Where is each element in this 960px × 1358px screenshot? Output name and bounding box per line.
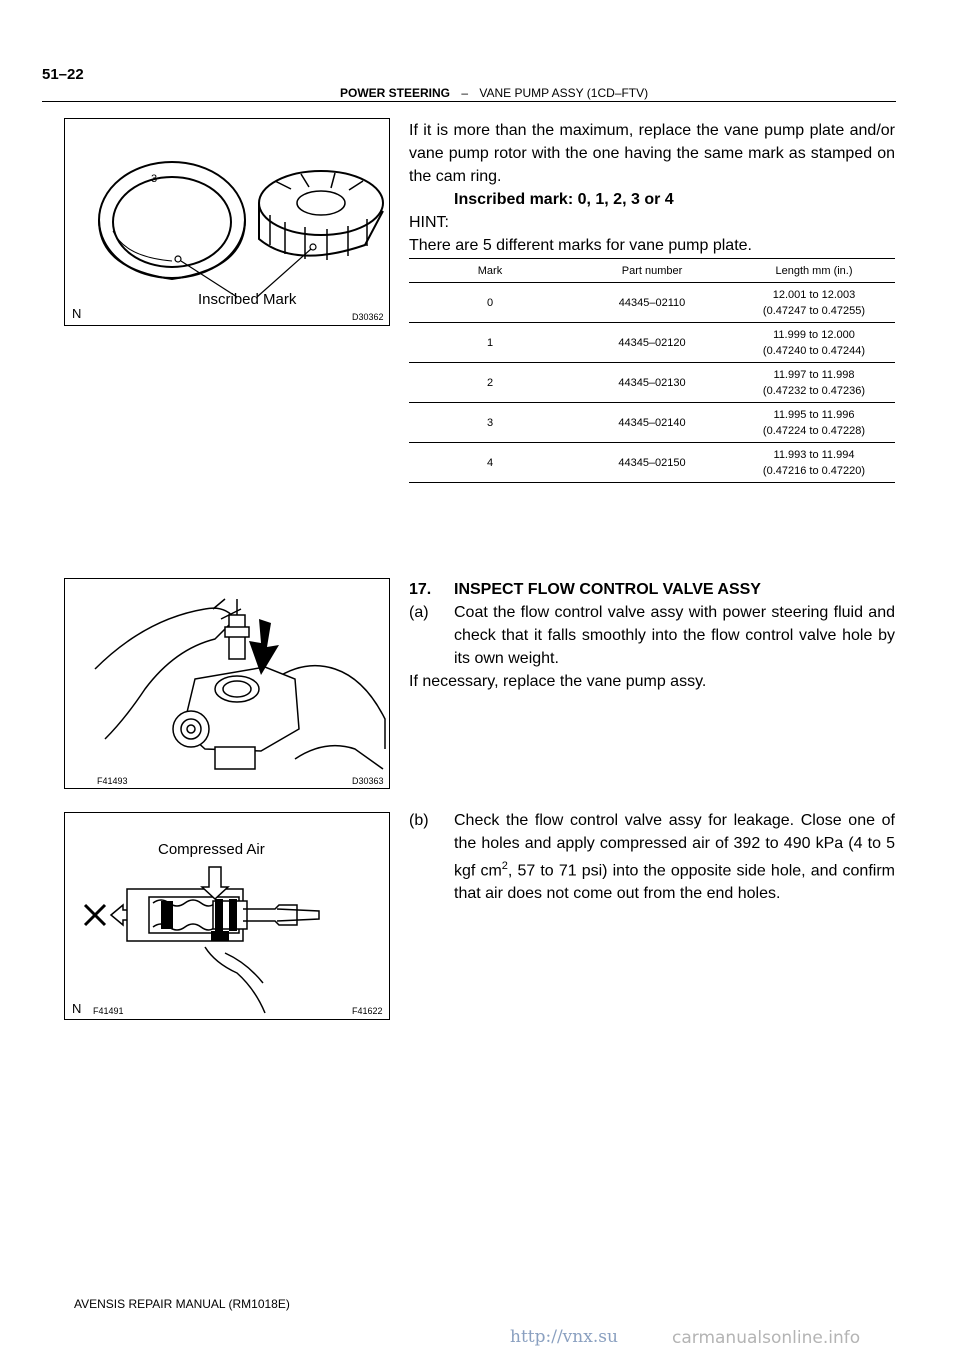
header-subsection: VANE PUMP ASSY (1CD–FTV) [479, 86, 649, 100]
figure-code-right: F41622 [352, 1006, 383, 1016]
step-a-note: If necessary, replace the vane pump assy. [409, 673, 707, 690]
length-mm: 11.999 to 12.000 [773, 328, 855, 341]
hint-text: There are 5 different marks for vane pump plate. [409, 237, 752, 254]
length-mm: 11.993 to 11.994 [773, 448, 855, 461]
length-in: (0.47232 to 0.47236) [762, 384, 866, 397]
step-17-title: INSPECT FLOW CONTROL VALVE ASSY [454, 581, 761, 598]
table-header-row [409, 259, 895, 283]
figure-cam-ring [64, 118, 390, 326]
column-header-length: Length mm (in.) [733, 259, 895, 283]
table-row [409, 443, 895, 483]
page-header [340, 86, 648, 100]
cell-part-number: 44345–02140 [571, 403, 733, 443]
table-row [409, 323, 895, 363]
cell-mark: 3 [409, 403, 571, 443]
step-b-label: (b) [409, 812, 429, 829]
flow-control-valve-insertion-illustration [65, 579, 389, 788]
figure-flow-control-valve [64, 578, 390, 789]
step-17-number: 17. [409, 581, 432, 598]
figure-n-mark: N [72, 306, 82, 321]
header-section: POWER STEERING [340, 86, 451, 100]
plate-intro-paragraph: If it is more than the maximum, replace the vane pump plate and/or vane pump rotor with the one having the same mark as stamped on the cam ring. [409, 122, 895, 185]
length-mm: 11.995 to 11.996 [773, 408, 855, 421]
cell-mark: 0 [409, 283, 571, 323]
length-mm: 12.001 to 12.003 [772, 288, 856, 301]
table-row [409, 403, 895, 443]
step-b-text [454, 809, 895, 905]
length-in: (0.47247 to 0.47255) [762, 304, 866, 317]
length-in: (0.47240 to 0.47244) [762, 344, 866, 357]
header-rule [42, 101, 896, 102]
figure-code-right: D30363 [352, 776, 384, 786]
figure-code-left: F41491 [93, 1006, 124, 1016]
step-a-label: (a) [409, 604, 429, 621]
column-header-mark: Mark [409, 259, 571, 283]
length-in: (0.47216 to 0.47220) [762, 464, 866, 477]
figure-label-inscribed-mark: Inscribed Mark [198, 291, 297, 308]
manual-footer: AVENSIS REPAIR MANUAL (RM1018E) [74, 1297, 290, 1311]
length-mm: 11.997 to 11.998 [773, 368, 855, 381]
cell-mark: 2 [409, 363, 571, 403]
inscribed-mark-spec: Inscribed mark: 0, 1, 2, 3 or 4 [454, 191, 674, 208]
vane-plate-marks-table [409, 258, 895, 483]
step-b-text-part-1: Check the flow control valve assy for leakage. Close one of the holes and apply compressed air of 392 to 490 kPa (4 to 5 kgf cm [454, 812, 895, 880]
cell-part-number: 44345–02150 [571, 443, 733, 483]
figure-label-compressed-air: Compressed Air [158, 841, 265, 858]
cell-mark: 4 [409, 443, 571, 483]
column-header-part-number: Part number [571, 259, 733, 283]
svg-text:3: 3 [151, 173, 158, 185]
cell-length [733, 363, 895, 403]
step-a-text: Coat the flow control valve assy with power steering fluid and check that it falls smoothly into the flow control valve hole by its own weight. [454, 604, 895, 667]
watermark-carmanualsonline: carmanualsonline.info [672, 1328, 861, 1348]
cell-part-number: 44345–02120 [571, 323, 733, 363]
cell-length [733, 443, 895, 483]
cell-part-number: 44345–02130 [571, 363, 733, 403]
hint-label: HINT: [409, 214, 449, 231]
page-number: 51–22 [42, 66, 84, 83]
table-row [409, 283, 895, 323]
cell-part-number: 44345–02110 [571, 283, 733, 323]
cell-length [733, 323, 895, 363]
figure-code-right: D30362 [352, 312, 384, 322]
cell-length [733, 403, 895, 443]
table-row [409, 363, 895, 403]
header-dash: – [461, 86, 469, 100]
length-in: (0.47224 to 0.47228) [762, 424, 866, 437]
figure-code-left: F41493 [97, 776, 128, 786]
cell-mark: 1 [409, 323, 571, 363]
figure-compressed-air [64, 812, 390, 1020]
watermark-link-vnx[interactable]: http://vnx.su [510, 1327, 618, 1347]
cell-length [733, 283, 895, 323]
step-b-text-part-2: , 57 to 71 psi) into the opposite side hole, and confirm that air does not come out from the end holes. [454, 862, 895, 903]
figure-n-mark: N [72, 1001, 82, 1016]
step-b-superscript: 2 [501, 860, 508, 872]
